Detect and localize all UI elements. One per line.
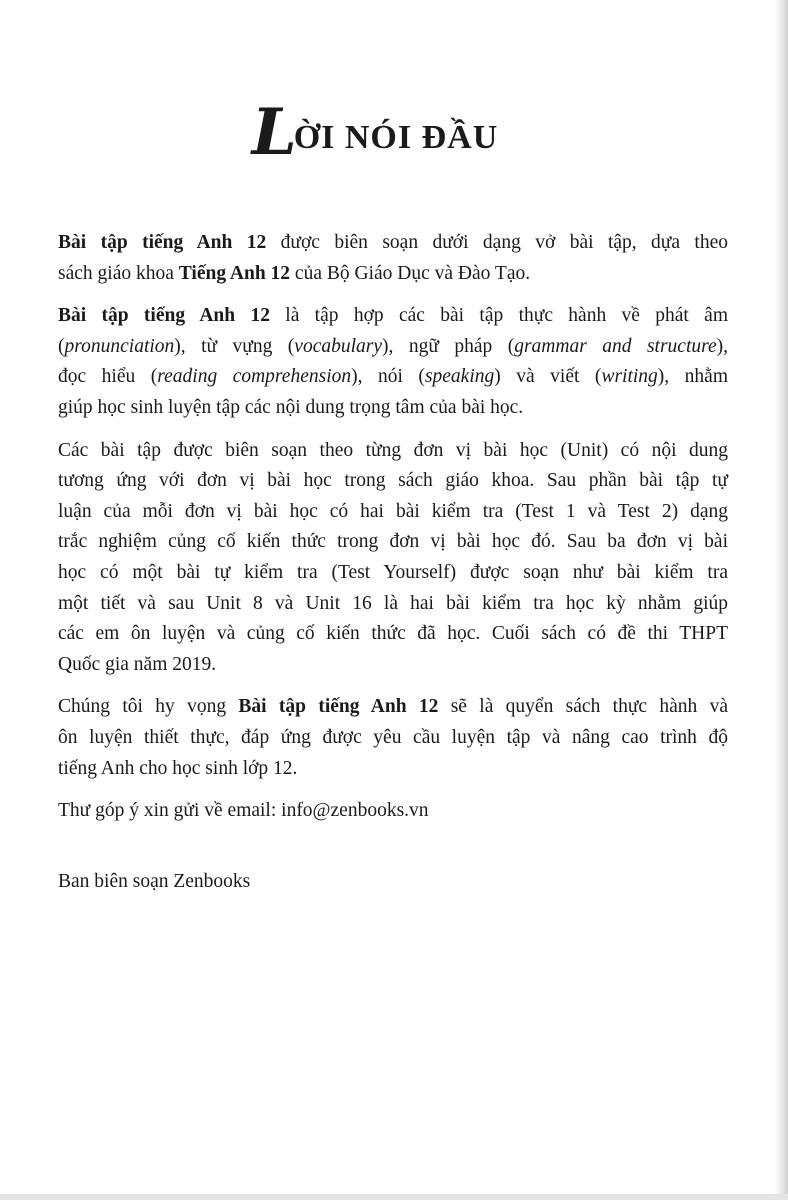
paragraph <box>58 301 728 423</box>
text-segment: ), từ vựng ( <box>174 335 295 357</box>
title-rest: ỜI NÓI ĐẦU <box>293 119 499 156</box>
bold-text: Bài tập tiếng Anh 12 <box>58 232 267 253</box>
text-line <box>58 228 728 259</box>
title-initial: L <box>251 95 298 170</box>
italic-text: writing <box>601 366 658 388</box>
paragraph <box>58 228 728 289</box>
text-line <box>58 650 728 681</box>
page-title <box>0 95 750 170</box>
text-line <box>58 619 728 650</box>
text-segment: luận của mỗi đơn vị bài học có hai bài kiểm tra (Test 1 và Test 2) dạng <box>58 500 728 522</box>
text-line <box>58 558 728 589</box>
text-segment: ), nhằm <box>657 366 728 388</box>
text-line <box>58 527 728 558</box>
text-line <box>58 466 728 497</box>
preface-body <box>58 228 728 839</box>
text-segment: của Bộ Giáo Dục và Đào Tạo. <box>290 262 531 284</box>
italic-text: reading comprehension <box>157 366 352 388</box>
text-segment: Thư góp ý xin gửi về email: info@zenbooks.vn <box>58 800 429 822</box>
text-segment: ( <box>58 335 65 357</box>
text-segment: là tập hợp các bài tập thực hành về phát âm <box>269 305 729 327</box>
text-segment: một tiết và sau Unit 8 và Unit 16 là hai bài kiểm tra học kỳ nhằm giúp <box>58 592 728 614</box>
text-segment: được biên soạn dưới dạng vở bài tập, dựa theo <box>266 232 728 253</box>
text-line <box>58 692 728 723</box>
text-segment: ), nói ( <box>351 366 425 388</box>
text-segment: Quốc gia năm 2019. <box>58 653 217 675</box>
text-line <box>58 796 728 827</box>
text-segment: tương ứng với đơn vị bài học trong sách giáo khoa. Sau phần bài tập tự <box>58 470 728 492</box>
paragraph <box>58 436 728 681</box>
bold-text: Bài tập tiếng Anh 12 <box>238 696 439 718</box>
bold-text: Tiếng Anh 12 <box>178 262 291 284</box>
text-line <box>58 301 728 332</box>
text-segment: sách giáo khoa <box>58 262 179 284</box>
text-segment: ), <box>716 335 729 357</box>
text-line <box>58 497 728 528</box>
text-segment: đọc hiểu ( <box>58 366 158 388</box>
text-segment: tiếng Anh cho học sinh lớp 12. <box>58 757 298 779</box>
text-line <box>58 754 728 785</box>
italic-text: grammar and structure <box>514 335 717 357</box>
page-edge-shadow <box>774 0 788 1200</box>
bold-text: Bài tập tiếng Anh 12 <box>58 305 270 327</box>
text-segment: trắc nghiệm củng cố kiến thức trong đơn vị bài học đó. Sau ba đơn vị bài <box>58 531 728 553</box>
text-segment: ), ngữ pháp ( <box>382 335 515 357</box>
italic-text: pronunciation <box>64 335 175 357</box>
text-segment: học có một bài tự kiểm tra (Test Yourself) được soạn như bài kiểm tra <box>58 561 728 583</box>
text-line <box>58 723 728 754</box>
text-line <box>58 362 728 393</box>
italic-text: speaking <box>424 366 495 388</box>
text-segment: ) và viết ( <box>494 366 602 388</box>
paragraph <box>58 796 728 827</box>
italic-text: vocabulary <box>294 335 383 357</box>
text-segment: giúp học sinh luyện tập các nội dung trọng tâm của bài học. <box>58 396 524 418</box>
page-bottom-edge <box>0 1194 788 1200</box>
text-line <box>58 259 728 290</box>
text-segment: sẽ là quyển sách thực hành và <box>438 696 729 718</box>
signature: Ban biên soạn Zenbooks <box>58 871 251 892</box>
text-segment: Chúng tôi hy vọng <box>58 696 239 718</box>
text-line <box>58 393 728 424</box>
paragraph <box>58 692 728 784</box>
text-line <box>58 436 728 467</box>
text-line <box>58 332 728 363</box>
text-line <box>58 589 728 620</box>
text-segment: các em ôn luyện và củng cố kiến thức đã học. Cuối sách có đề thi THPT <box>58 623 728 645</box>
text-segment: Các bài tập được biên soạn theo từng đơn vị bài học (Unit) có nội dung <box>58 439 728 461</box>
text-segment: ôn luyện thiết thực, đáp ứng được yêu cầu luyện tập và nâng cao trình độ <box>58 726 728 748</box>
